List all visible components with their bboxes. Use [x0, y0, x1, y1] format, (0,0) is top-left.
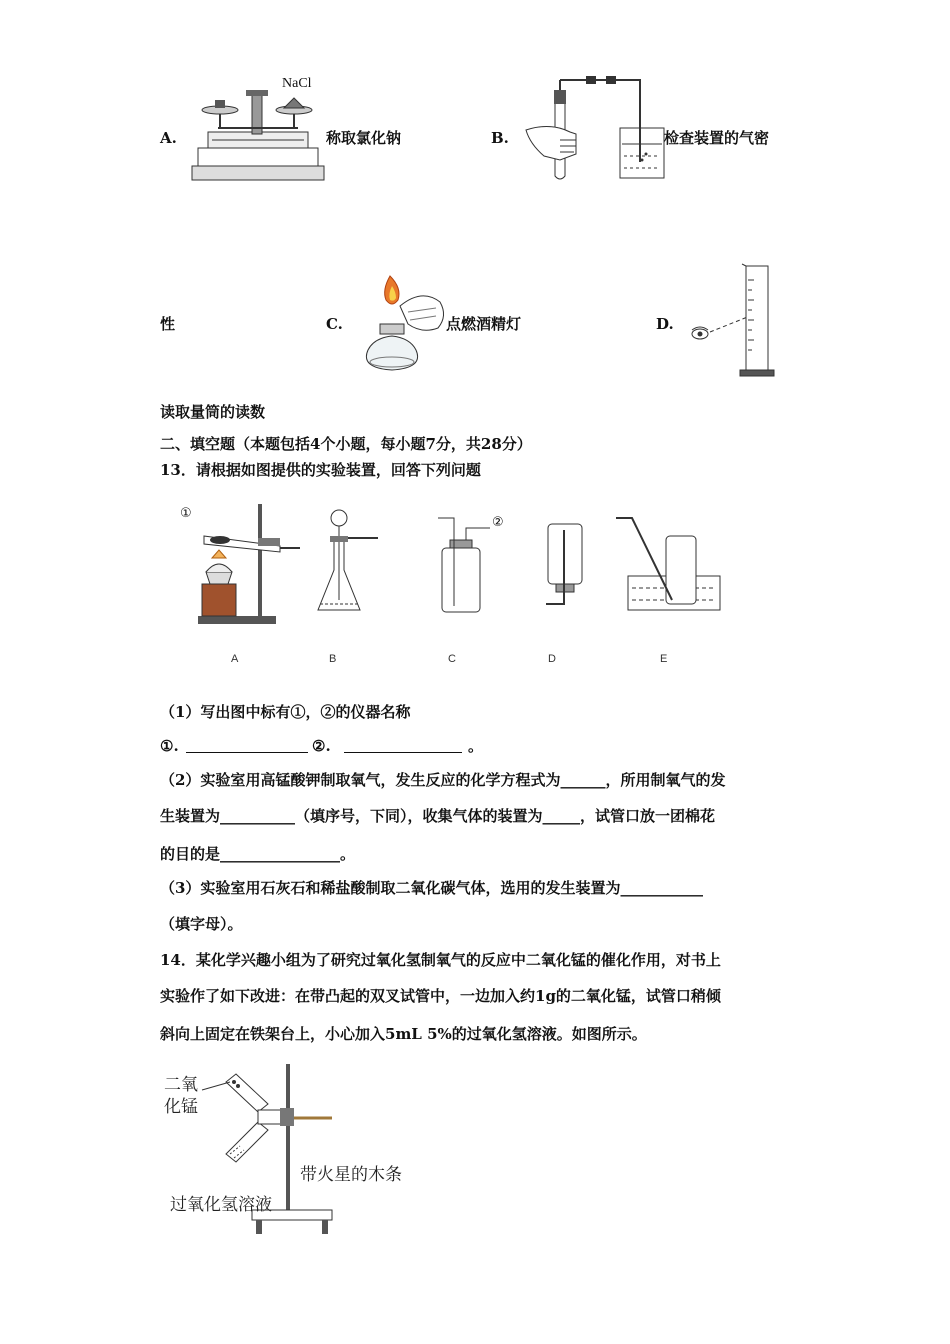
nacl-label: NaCl — [282, 76, 312, 91]
apparatus-label-b: B — [329, 653, 337, 665]
q13-part2-line1: （2）实验室用高锰酸钾制取氧气，发生反应的化学方程式为______，所用制氧气的发 — [160, 771, 726, 789]
option-b-caption-part2: 性 — [160, 315, 176, 333]
q13-blank2-label: ②. — [312, 737, 331, 755]
q13-part1: （1）写出图中标有①，②的仪器名称 — [160, 703, 411, 721]
q13-part3-line1: （3）实验室用石灰石和稀盐酸制取二氧化碳气体，选用的发生装置为___________ — [160, 879, 703, 897]
q13-part2-line2: 生装置为__________（填序号，下同），收集气体的装置为_____，试管口放一团棉花 — [160, 807, 716, 825]
q13-blank1-line — [186, 752, 308, 753]
q14-line1: 14．某化学兴趣小组为了研究过氧化氢制氧气的反应中二氧化锰的催化作用，对书上 — [160, 951, 721, 969]
option-c-letter: C. — [326, 315, 343, 333]
option-c-caption: 点燃酒精灯 — [446, 315, 522, 333]
label-h2o2: 过氧化氢溶液 — [170, 1195, 272, 1215]
apparatus-label-c: C — [448, 653, 456, 665]
option-d-caption: 读取量筒的读数 — [160, 403, 266, 421]
q14-line3: 斜向上固定在铁架台上，小心加入5mL 5%的过氧化氢溶液。如图所示。 — [160, 1025, 647, 1043]
label-mno2-line1: 二氧 — [164, 1075, 198, 1095]
apparatus-label-e: E — [660, 653, 668, 665]
apparatus-label-a: A — [231, 653, 239, 665]
label-mno2-line2: 化锰 — [164, 1097, 198, 1117]
option-b-letter: B. — [491, 129, 509, 147]
q13-blank2-line — [344, 752, 462, 753]
q14-line2: 实验作了如下改进：在带凸起的双叉试管中，一边加入约1g的二氧化锰，试管口稍倾 — [160, 987, 721, 1005]
label-splint: 带火星的木条 — [300, 1165, 402, 1185]
balance-figure — [188, 76, 328, 184]
q13-part1-end: 。 — [468, 737, 484, 755]
section-heading: 二、填空题（本题包括4个小题，每小题7分，共28分） — [160, 435, 532, 453]
option-b-caption-part1: 检查装置的气密 — [664, 129, 770, 147]
option-d-letter: D. — [656, 315, 674, 333]
marker-2: ② — [492, 514, 504, 529]
graduated-cylinder-figure — [684, 260, 784, 380]
q13-part2-line3: 的目的是________________。 — [160, 845, 356, 863]
q13-blank1-label: ①. — [160, 737, 179, 755]
q13-part3-line2: （填字母）。 — [160, 915, 243, 933]
apparatus-label-d: D — [548, 653, 556, 665]
marker-1: ① — [180, 505, 192, 520]
q13-stem: 13．请根据如图提供的实验装置，回答下列问题 — [160, 461, 481, 479]
q13-apparatus-figure — [172, 500, 732, 632]
alcohol-lamp-figure — [352, 272, 452, 376]
airtightness-figure — [520, 72, 670, 184]
option-a-caption: 称取氯化钠 — [326, 129, 402, 147]
option-a-letter: A. — [160, 129, 177, 147]
